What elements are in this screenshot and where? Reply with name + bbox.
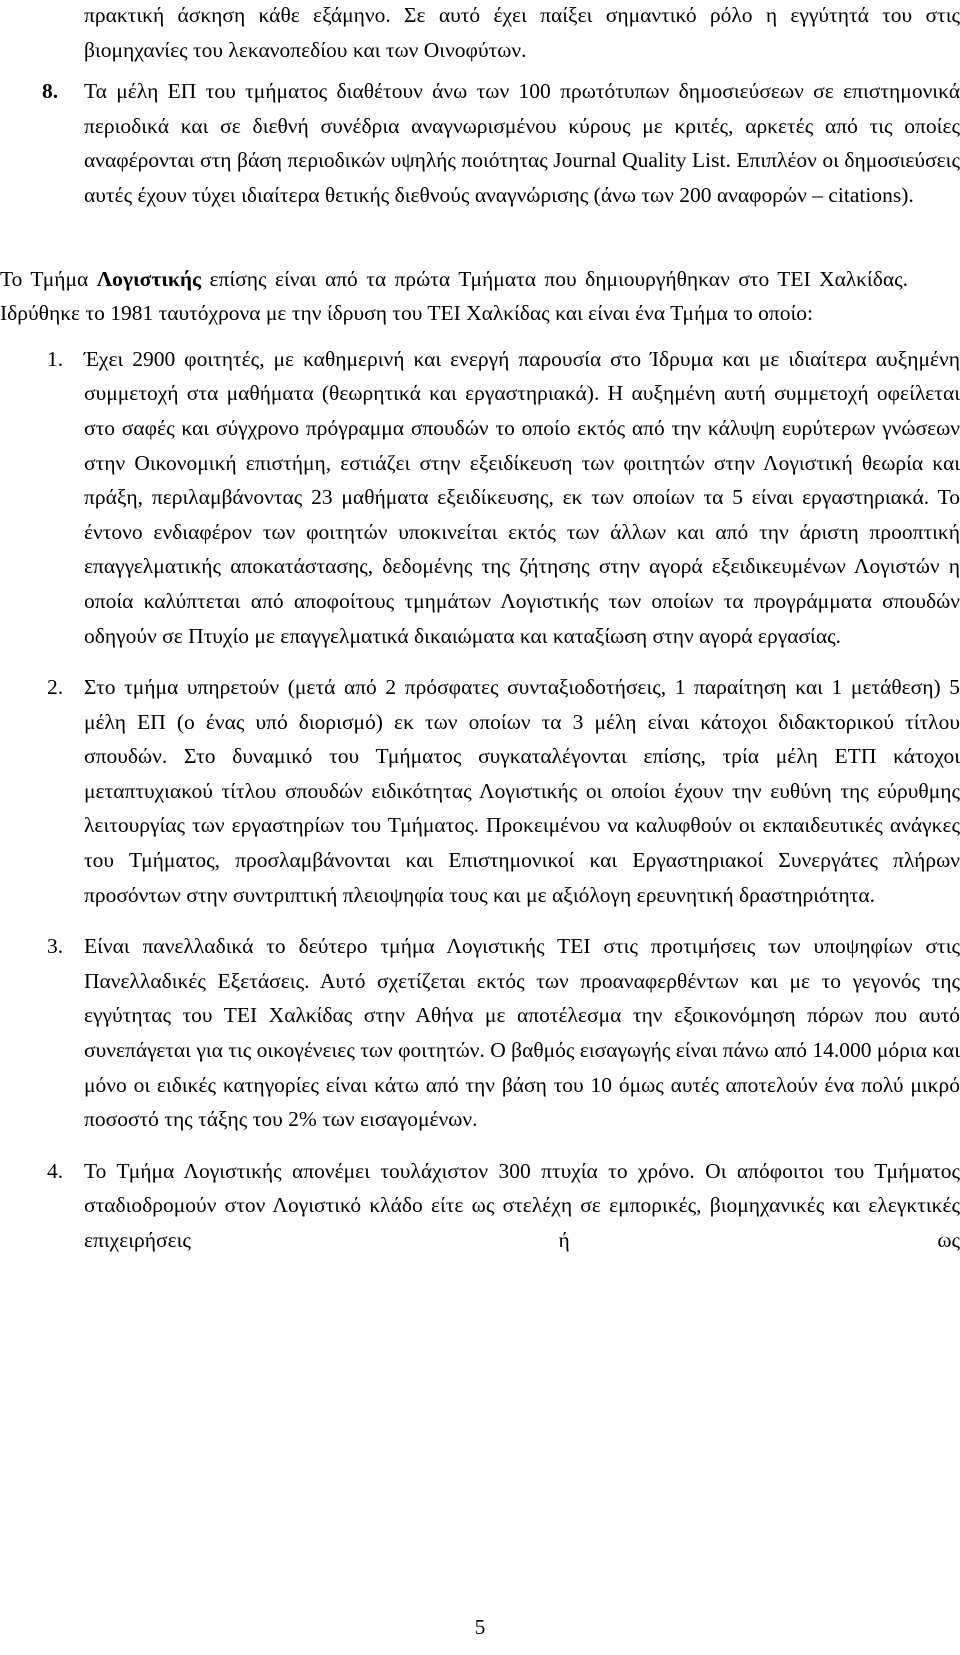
list-item-text: Έχει 2900 φοιτητές, με καθημερινή και ενεργή παρουσία στο Ίδρυμα και με ιδιαίτερα αυξημένη συμμετοχή στα μαθήματα (θεωρητικά και εργαστηριακά). Η αυξημένη αυτή συμμετοχή οφείλεται στο σαφές και σύγχρονο πρόγραμμα σπουδών το οποίο εκτός από την κάλυψη ευρύτερων γνώσεων στην Οικονομική επιστήμη, εστιάζει στην εξειδίκευση των φοιτητών στην Λογιστική θεωρία και πράξη, περιλαμβάνοντας 23 μαθήματα εξειδίκευσης, εκ των οποίων τα 5 είναι εργαστηριακά. Το έντονο ενδιαφέρον των φοιτητών υποκινείται εκτός των άλλων και από την άριστη προοπτική επαγγελματικής αποκατάστασης, δεδομένης της ζήτησης στην αγορά εξειδικευμένων Λογιστών η οποία καλύπτεται από αποφοίτους τμημάτων Λογιστικής των οποίων τα προγράμματα σπουδών οδηγούν σε Πτυχίο με επαγγελματικά δικαιώματα και καταξίωση στην αγορά εργασίας. [84, 346, 960, 648]
list-number: 8. [42, 79, 59, 104]
list-item-text: Είναι πανελλαδικά το δεύτερο τμήμα Λογιστικής ΤΕΙ στις προτιμήσεις των υποψηφίων στις Πανελλαδικές Εξετάσεις. Αυτό σχετίζεται εκτός των προαναφερθέντων και με το γεγονός της εγγύτητας του ΤΕΙ Χαλκίδας στην Αθήνα με αποτέλεσμα την εξοικονόμηση πόρων που αυτό συνεπάγεται για τις οικογένειες των φοιτητών. Ο βαθμός εισαγωγής είναι πάνω από 14.000 μόρια και μόνο οι ειδικές κατηγορίες είναι κάτω από την βάση του 10 όμως αυτές αποτελούν ένα πολύ μικρό ποσοστό της τάξης του 2% των εισαγομένων. [84, 934, 960, 1132]
list-number: 2. [47, 675, 64, 700]
continued-paragraph: πρακτική άσκηση κάθε εξάμηνο. Σε αυτό έχει παίξει σημαντικό ρόλο η εγγύτητά του στις βιομηχανίες του λεκανοπεδίου και των Οινοφύτων. [84, 3, 960, 62]
list-number: 3. [47, 934, 64, 959]
intro-bold-department: Λογιστικής [96, 266, 202, 291]
list-item-3 [47, 929, 960, 1137]
list-item-2 [47, 670, 960, 912]
list-item-4 [47, 1154, 960, 1258]
intro-paragraph [0, 262, 960, 331]
list-item-1 [47, 342, 960, 653]
list-number: 4. [47, 1158, 64, 1183]
intro-before: Το Τμήμα [0, 266, 97, 291]
list-item-text: Τα μέλη ΕΠ του τμήματος διαθέτουν άνω των 100 πρωτότυπων δημοσιεύσεων σε επιστημονικά περιοδικά και σε διεθνή συνέδρια αναγνωρισμένου κύρους με κριτές, αρκετές από τις οποίες αναφέρονται στη βάση περιοδικών υψηλής ποιότητας Journal Quality List. Επιπλέον οι δημοσιεύσεις αυτές έχουν τύχει ιδιαίτερα θετικής διεθνούς αναγνώρισης (άνω των 200 αναφορών – citations). [84, 79, 960, 207]
list-item-text: Στο τμήμα υπηρετούν (μετά από 2 πρόσφατες συνταξιοδοτήσεις, 1 παραίτηση και 1 μετάθεση) 5 μέλη ΕΠ (ο ένας υπό διορισμό) εκ των οποίων τα 3 μέλη είναι κάτοχοι διδακτορικού τίτλου σπουδών. Στο δυναμικό του Τμήματος συγκαταλέγονται επίσης, τρία μέλη ΕΤΠ κάτοχοι μεταπτυχιακού τίτλου σπουδών ειδικότητας Λογιστικής οι οποίοι έχουν την ευθύνη της εύρυθμης λειτουργίας των εργαστηρίων του Τμήματος. Προκειμένου να καλυφθούν οι εκπαιδευτικές ανάγκες του Τμήματος, προσλαμβάνονται και Επιστημονικοί και Εργαστηριακοί Συνεργάτες πλήρων προσόντων στην συντριπτική πλειοψηφία τους και με αξιόλογη ερευνητική δραστηριότητα. [84, 675, 960, 907]
list-item-text: Το Τμήμα Λογιστικής απονέμει τουλάχιστον 300 πτυχία το χρόνο. Οι απόφοιτοι του Τμήματος σταδιοδρομούν στον Λογιστικό κλάδο είτε ως στελέχη σε εμπορικές, βιομηχανικές και ελεγκτικές επιχειρήσεις ή ως [84, 1158, 960, 1252]
list-number: 1. [47, 346, 64, 371]
list-item-8 [42, 74, 960, 212]
page-number: 5 [474, 1615, 486, 1639]
intro-after: επίσης είναι από τα πρώτα Τμήματα που δημιουργήθηκαν στο ΤΕΙ Χαλκίδας. Ιδρύθηκε το 1981 ταυτόχρονα με την ίδρυση του ΤΕΙ Χαλκίδας και είναι ένα Τμήμα το οποίο: [0, 266, 908, 326]
